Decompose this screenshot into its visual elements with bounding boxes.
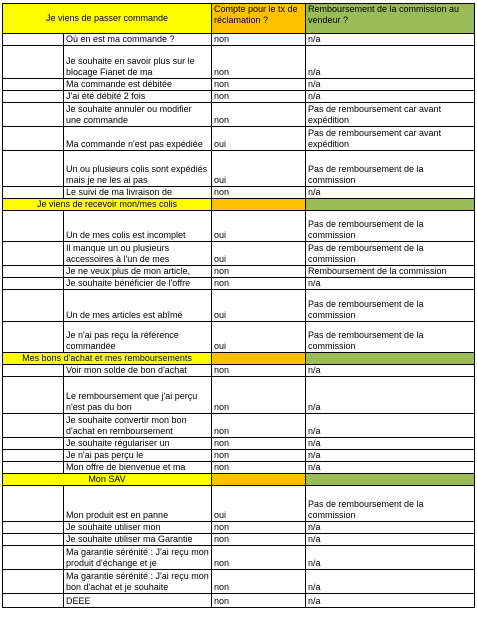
question-cell: Un de mes colis est incomplet xyxy=(64,211,212,242)
table-row xyxy=(3,438,475,450)
row-indent-cell xyxy=(3,103,64,127)
question-cell: Mon offre de bienvenue et ma xyxy=(64,462,212,474)
row-indent-cell xyxy=(3,546,64,570)
remboursement-cell: n/a xyxy=(306,534,475,546)
table-row xyxy=(3,79,475,91)
question-cell: Je ne veux plus de mon article, xyxy=(64,266,212,278)
reclamation-cell: oui xyxy=(212,242,306,266)
reclamation-cell: oui xyxy=(212,151,306,187)
remboursement-cell: Pas de remboursement car avant expédition xyxy=(306,127,475,151)
reclamation-cell: non xyxy=(212,266,306,278)
remboursement-cell: Pas de remboursement de la commission xyxy=(306,151,475,187)
section-col-remboursement xyxy=(306,353,475,365)
section-heading: Mes bons d'achat et mes remboursements xyxy=(3,353,212,365)
reclamation-cell: oui xyxy=(212,127,306,151)
reclamation-cell: non xyxy=(212,546,306,570)
remboursement-cell: n/a xyxy=(306,79,475,91)
question-cell: Un ou plusieurs colis sont expédiés mais je ne les ai pas xyxy=(64,151,212,187)
reclamation-cell: non xyxy=(212,522,306,534)
remboursement-cell: n/a xyxy=(306,414,475,438)
row-indent-cell xyxy=(3,91,64,103)
row-indent-cell xyxy=(3,365,64,377)
reclamation-cell: oui xyxy=(212,486,306,522)
table-row xyxy=(3,546,475,570)
remboursement-cell: Pas de remboursement de la commission xyxy=(306,211,475,242)
section-col-reclamation xyxy=(212,199,306,211)
section-heading: Je viens de recevoir mon/mes colis xyxy=(3,199,212,211)
section-col-remboursement xyxy=(306,474,475,486)
reclamation-cell: oui xyxy=(212,290,306,322)
column-header-remboursement: Remboursement de la commission au vendeur ? xyxy=(306,4,475,34)
remboursement-cell: Pas de remboursement de la commission xyxy=(306,322,475,353)
reclamation-cell: non xyxy=(212,34,306,46)
remboursement-cell: n/a xyxy=(306,91,475,103)
reclamation-cell: non xyxy=(212,91,306,103)
reclamation-cell: non xyxy=(212,438,306,450)
table-row xyxy=(3,462,475,474)
question-cell: DEEE xyxy=(64,594,212,608)
table-row xyxy=(3,266,475,278)
remboursement-cell: n/a xyxy=(306,34,475,46)
row-indent-cell xyxy=(3,127,64,151)
remboursement-cell: n/a xyxy=(306,377,475,414)
remboursement-cell: n/a xyxy=(306,522,475,534)
section-col-remboursement xyxy=(306,199,475,211)
table-row xyxy=(3,151,475,187)
section-row xyxy=(3,199,475,211)
row-indent-cell xyxy=(3,290,64,322)
question-cell: Je souhaite régulariser un xyxy=(64,438,212,450)
section-col-reclamation xyxy=(212,353,306,365)
row-indent-cell xyxy=(3,377,64,414)
question-cell: Je souhaite utiliser mon xyxy=(64,522,212,534)
table-row xyxy=(3,242,475,266)
row-indent-cell xyxy=(3,266,64,278)
reclamation-cell: non xyxy=(212,594,306,608)
row-indent-cell xyxy=(3,594,64,608)
table-row xyxy=(3,522,475,534)
row-indent-cell xyxy=(3,414,64,438)
column-header-reclamation: Compte pour le tx de réclamation ? xyxy=(212,4,306,34)
reclamation-cell: oui xyxy=(212,322,306,353)
question-cell: Je souhaite utiliser ma Garantie xyxy=(64,534,212,546)
reclamation-cell: non xyxy=(212,377,306,414)
reclamation-cell: non xyxy=(212,450,306,462)
row-indent-cell xyxy=(3,79,64,91)
question-cell: Je souhaite convertir mon bon d'achat en remboursement xyxy=(64,414,212,438)
question-cell: Voir mon solde de bon d'achat xyxy=(64,365,212,377)
row-indent-cell xyxy=(3,462,64,474)
remboursement-cell: n/a xyxy=(306,546,475,570)
remboursement-cell: Remboursement de la commission xyxy=(306,266,475,278)
row-indent-cell xyxy=(3,46,64,79)
section-row xyxy=(3,353,475,365)
table-row xyxy=(3,414,475,438)
reclamation-cell: non xyxy=(212,462,306,474)
remboursement-cell: n/a xyxy=(306,570,475,594)
section-row xyxy=(3,474,475,486)
question-cell: Où en est ma commande ? xyxy=(64,34,212,46)
header-row xyxy=(3,4,475,34)
row-indent-cell xyxy=(3,34,64,46)
remboursement-cell: n/a xyxy=(306,438,475,450)
table-row xyxy=(3,534,475,546)
row-indent-cell xyxy=(3,242,64,266)
table-row xyxy=(3,486,475,522)
table-row xyxy=(3,594,475,608)
reclamation-cell: non xyxy=(212,570,306,594)
remboursement-cell: n/a xyxy=(306,46,475,79)
remboursement-cell: n/a xyxy=(306,462,475,474)
table-row xyxy=(3,570,475,594)
section-heading: Mon SAV xyxy=(3,474,212,486)
remboursement-cell: n/a xyxy=(306,187,475,199)
question-cell: Ma commande est débitée xyxy=(64,79,212,91)
reclamation-cell: non xyxy=(212,103,306,127)
question-cell: Je n'ai pas reçu la référence commandée xyxy=(64,322,212,353)
question-cell: Je n'ai pas perçu le xyxy=(64,450,212,462)
table-row xyxy=(3,322,475,353)
question-cell: Il manque un ou plusieurs accessoires à l'un de mes xyxy=(64,242,212,266)
question-cell: Ma garantie sérénité : J'ai reçu mon produit d'échange et je xyxy=(64,546,212,570)
table-row xyxy=(3,103,475,127)
remboursement-cell: Pas de remboursement de la commission xyxy=(306,242,475,266)
section-col-reclamation xyxy=(212,474,306,486)
table-row xyxy=(3,278,475,290)
row-indent-cell xyxy=(3,187,64,199)
question-cell: J'ai été débité 2 fois xyxy=(64,91,212,103)
table-row xyxy=(3,377,475,414)
table-row xyxy=(3,91,475,103)
row-indent-cell xyxy=(3,522,64,534)
commission-table xyxy=(2,3,475,608)
question-cell: Je souhaite bénéficier de l'offre xyxy=(64,278,212,290)
question-cell: Mon produit est en panne xyxy=(64,486,212,522)
question-cell: Ma garantie sérénité : J'ai reçu mon bon d'achat et je souhaite xyxy=(64,570,212,594)
remboursement-cell: n/a xyxy=(306,594,475,608)
row-indent-cell xyxy=(3,450,64,462)
question-cell: Ma commande n'est pas expédiée xyxy=(64,127,212,151)
question-cell: Un de mes articles est abîmé xyxy=(64,290,212,322)
reclamation-cell: non xyxy=(212,414,306,438)
table-row xyxy=(3,450,475,462)
reclamation-cell: non xyxy=(212,534,306,546)
table-row xyxy=(3,290,475,322)
reclamation-cell: non xyxy=(212,46,306,79)
reclamation-cell: non xyxy=(212,187,306,199)
reclamation-cell: non xyxy=(212,79,306,91)
table-row xyxy=(3,46,475,79)
question-cell: Le suivi de ma livraison de xyxy=(64,187,212,199)
table-row xyxy=(3,127,475,151)
row-indent-cell xyxy=(3,278,64,290)
row-indent-cell xyxy=(3,322,64,353)
remboursement-cell: n/a xyxy=(306,278,475,290)
remboursement-cell: Pas de remboursement de la commission xyxy=(306,486,475,522)
row-indent-cell xyxy=(3,534,64,546)
remboursement-cell: n/a xyxy=(306,450,475,462)
question-cell: Je souhaite annuler ou modifier une commande xyxy=(64,103,212,127)
row-indent-cell xyxy=(3,438,64,450)
table-body xyxy=(3,4,475,608)
reclamation-cell: non xyxy=(212,278,306,290)
reclamation-cell: non xyxy=(212,365,306,377)
row-indent-cell xyxy=(3,570,64,594)
table-row xyxy=(3,365,475,377)
remboursement-cell: n/a xyxy=(306,365,475,377)
remboursement-cell: Pas de remboursement car avant expédition xyxy=(306,103,475,127)
table-row xyxy=(3,34,475,46)
reclamation-cell: oui xyxy=(212,211,306,242)
row-indent-cell xyxy=(3,486,64,522)
remboursement-cell: Pas de remboursement de la commission xyxy=(306,290,475,322)
section-heading: Je viens de passer commande xyxy=(3,4,212,34)
row-indent-cell xyxy=(3,151,64,187)
row-indent-cell xyxy=(3,211,64,242)
question-cell: Je souhaite en savoir plus sur le blocage Fianet de ma xyxy=(64,46,212,79)
table-row xyxy=(3,187,475,199)
question-cell: Le remboursement que j'ai perçu n'est pas du bon xyxy=(64,377,212,414)
table-row xyxy=(3,211,475,242)
